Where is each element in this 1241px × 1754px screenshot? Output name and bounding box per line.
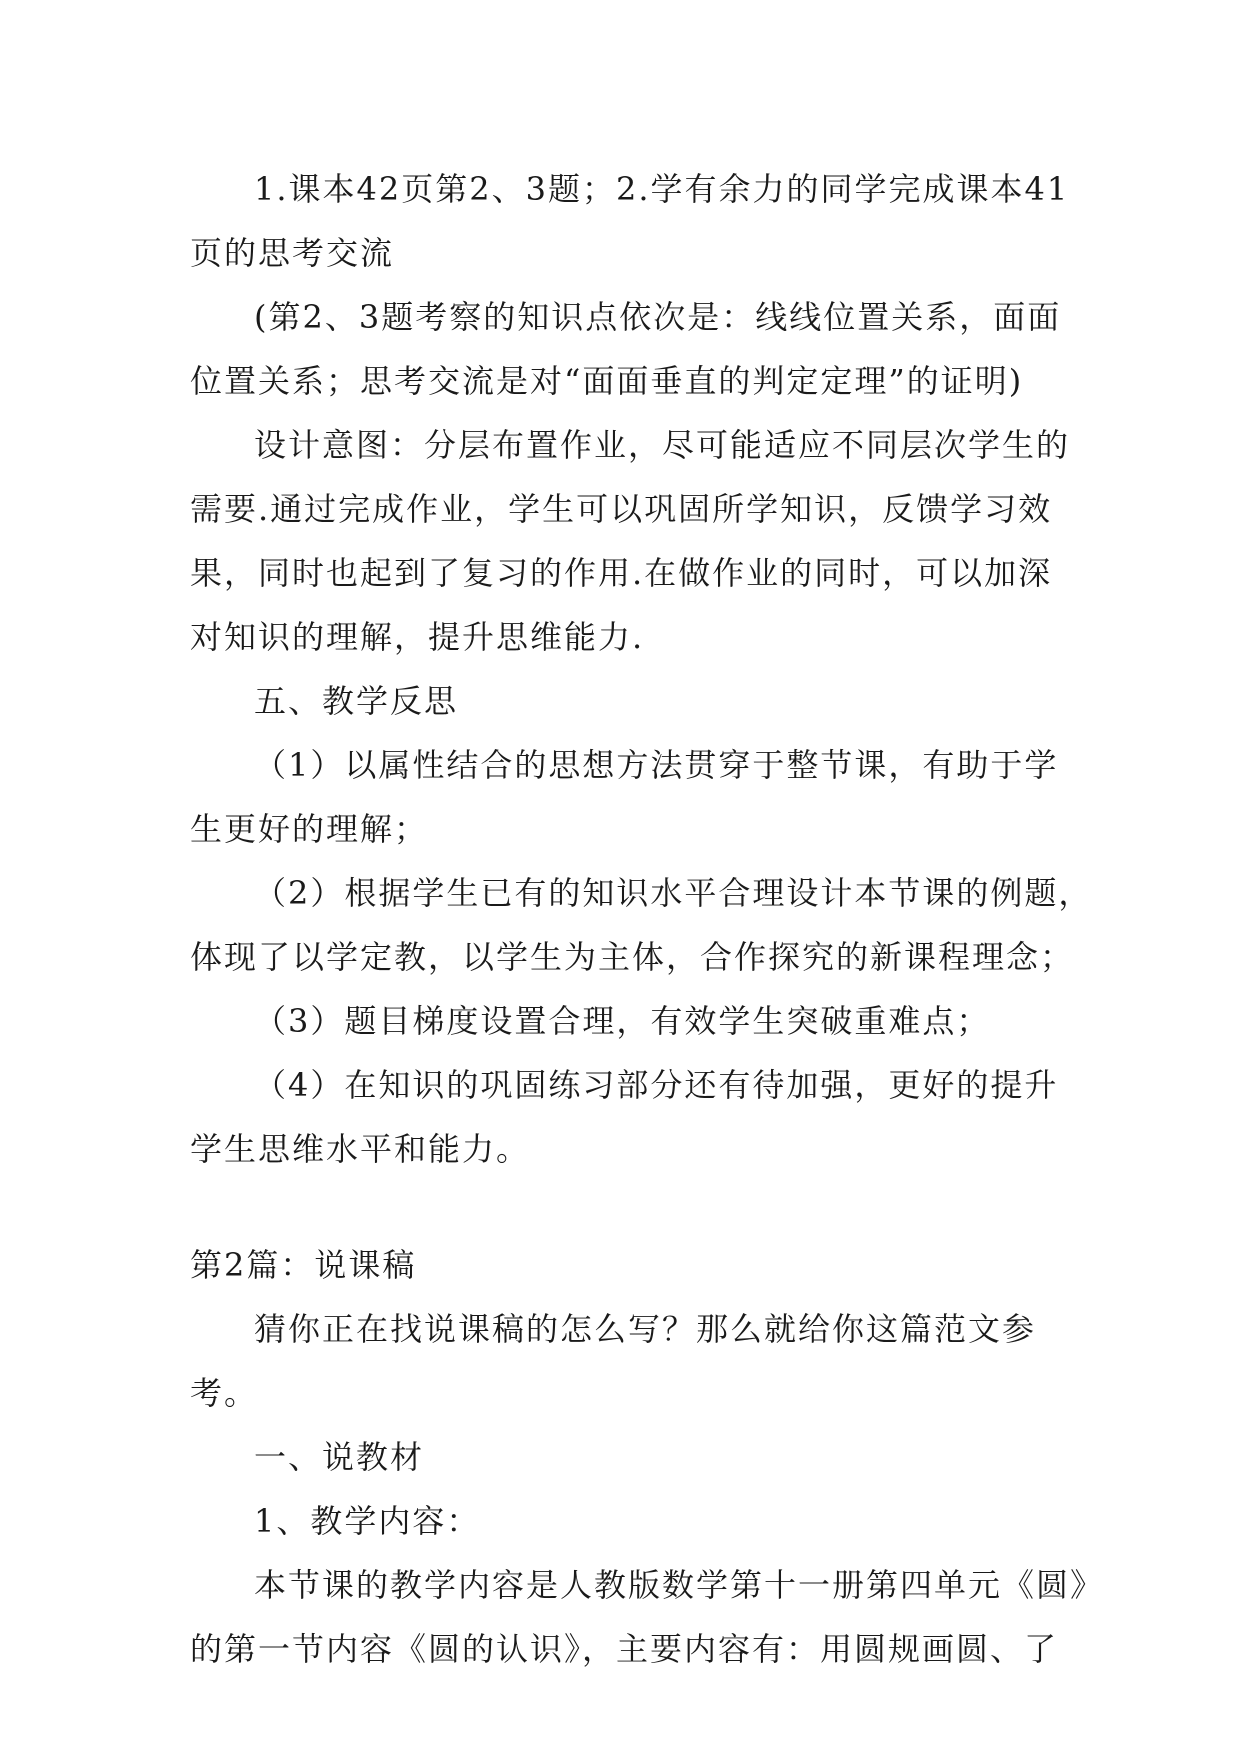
paragraph-line: 体现了以学定教，以学生为主体，合作探究的新课程理念； — [190, 938, 1075, 976]
paragraph-line: 页的思考交流 — [190, 234, 395, 272]
subsection-heading: 1、教学内容： — [254, 1502, 481, 1540]
paragraph-line: 学生思维水平和能力。 — [190, 1130, 531, 1168]
paragraph-line: （4）在知识的巩固练习部分还有待加强，更好的提升 — [254, 1066, 1059, 1104]
paragraph-line: 1.课本42页第2、3题；2.学有余力的同学完成课本41 — [254, 170, 1070, 208]
paragraph-line: 设计意图：分层布置作业，尽可能适应不同层次学生的 — [254, 426, 1071, 464]
paragraph-line: 对知识的理解，提升思维能力. — [190, 618, 645, 656]
section-heading: 五、教学反思 — [254, 682, 459, 720]
paragraph-line: 果，同时也起到了复习的作用.在做作业的同时，可以加深 — [190, 554, 1053, 592]
paragraph-line: 位置关系；思考交流是对“面面垂直的判定定理”的证明) — [190, 362, 1024, 400]
paragraph-line: 考。 — [190, 1374, 259, 1412]
paragraph-line: （2）根据学生已有的知识水平合理设计本节课的例题， — [254, 874, 1093, 912]
paragraph-line: 的第一节内容《圆的认识》，主要内容有：用圆规画圆、了 — [190, 1630, 1059, 1668]
document-body — [190, 157, 1105, 1681]
section-heading: 一、说教材 — [254, 1438, 425, 1476]
paragraph-line: 生更好的理解； — [190, 810, 429, 848]
paragraph-line: 猜你正在找说课稿的怎么写？那么就给你这篇范文参 — [254, 1310, 1037, 1348]
paragraph-line: （1）以属性结合的思想方法贯穿于整节课，有助于学 — [254, 746, 1059, 784]
paragraph-line: （3）题目梯度设置合理，有效学生突破重难点； — [254, 1002, 991, 1040]
article-title: 第2篇：说课稿 — [190, 1246, 417, 1284]
paragraph-line: 本节课的教学内容是人教版数学第十一册第四单元《圆》 — [254, 1566, 1105, 1604]
paragraph-line: (第2、3题考察的知识点依次是：线线位置关系，面面 — [254, 298, 1062, 336]
paragraph-line: 需要.通过完成作业，学生可以巩固所学知识，反馈学习效 — [190, 490, 1053, 528]
